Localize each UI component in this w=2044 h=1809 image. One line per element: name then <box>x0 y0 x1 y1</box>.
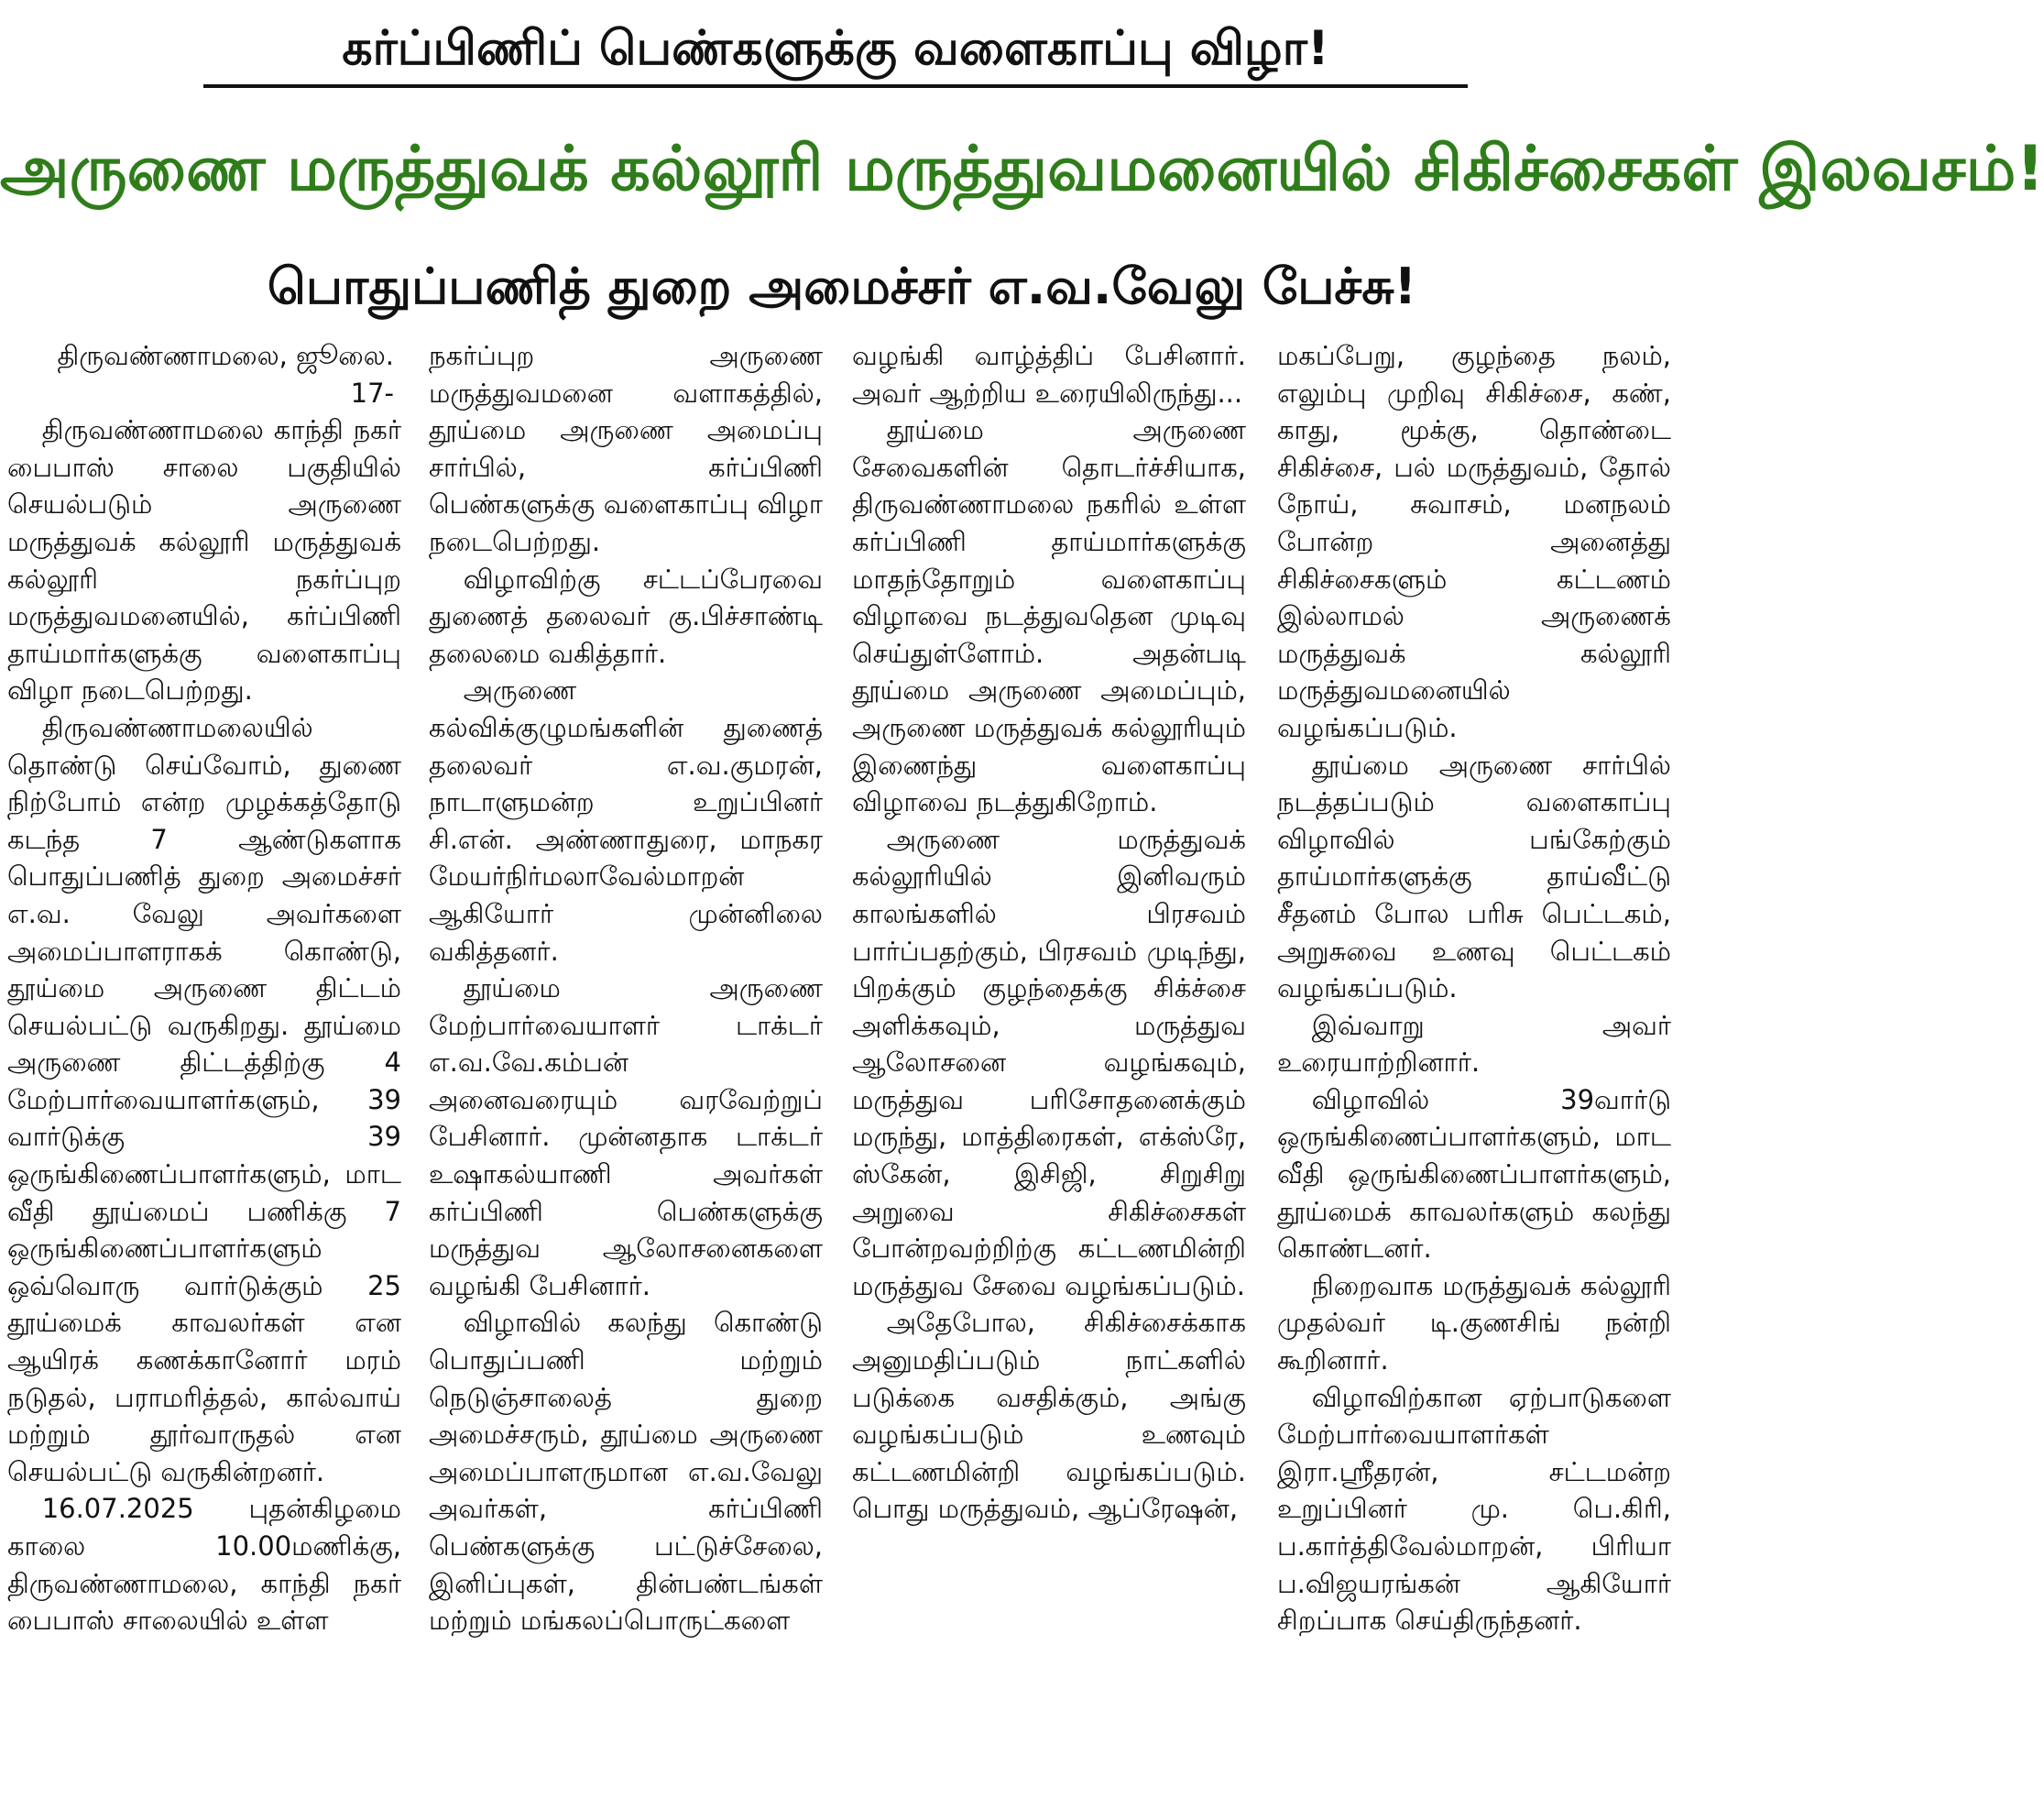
article-paragraph: திருவண்ணாமலை காந்தி நகர் பைபாஸ் சாலை பகுதியில் செயல்படும் அருணை மருத்துவக் கல்லூரி மருத்துவக் கல்லூரி நகர்ப்புற மருத்துவமனையில், கர்ப்பிணி தாய்மார்களுக்கு வளைகாப்பு விழா நடைபெற்றது. <box>7 414 401 707</box>
article-paragraph: விழாவில் 39வார்டு ஒருங்கிணைப்பாளர்களும், மாட வீதி ஒருங்கிணைப்பாளர்களும், தூய்மைக் காவலர்களும் கலந்து கொண்டனர். <box>1277 1083 1671 1265</box>
article-paragraph: திருவண்ணாமலையில் தொண்டு செய்வோம், துணை நிற்போம் என்ற முழக்கத்தோடு கடந்த 7 ஆண்டுகளாக பொதுப்பணித் துறை அமைச்சர் எ.வ. வேலு அவர்களை அமைப்பாளராகக் கொண்டு, தூய்மை அருணை திட்டம் செயல்பட்டு வருகிறது. தூய்மை அருணை திட்டத்திற்கு 4 மேற்பார்வையாளர்களும், 39 வார்டுக்கு 39 ஒருங்கிணைப்பாளர்களும், மாட வீதி தூய்மைப் பணிக்கு 7 ஒருங்கிணைப்பாளர்களும் ஒவ்வொரு வார்டுக்கும் 25 தூய்மைக் காவலர்கள் என ஆயிரக் கணக்கானோர் மரம் நடுதல், பராமரித்தல், கால்வாய் மற்றும் தூர்வாருதல் என செயல்பட்டு வருகின்றனர். <box>7 711 401 1487</box>
article-paragraph: மகப்பேறு, குழந்தை நலம், எலும்பு முறிவு சிகிச்சை, கண், காது, மூக்கு, தொண்டை சிகிச்சை, பல் மருத்துவம், தோல் நோய், சுவாசம், மனநலம் போன்ற அனைத்து சிகிச்சைகளும் கட்டணம் இல்லாமல் அருணைக் மருத்துவக் கல்லூரி மருத்துவமனையில் வழங்கப்படும். <box>1277 340 1671 743</box>
article-paragraph: விழாவிற்கான ஏற்பாடுகளை மேற்பார்வையாளர்கள் இரா.ஸ்ரீதரன், சட்டமன்ற உறுப்பினர் மு. பெ.கிரி, ப.கார்த்திவேல்மாறன், பிரியா ப.விஜயரங்கன் ஆகியோர் சிறப்பாக செய்திருந்தனர். <box>1277 1381 1671 1637</box>
article-paragraph: 16.07.2025 புதன்கிழமை காலை 10.00மணிக்கு, திருவண்ணாமலை, காந்தி நகர் பைபாஸ் சாலையில் உள்ள <box>7 1493 401 1637</box>
sub-headline: பொதுப்பணித் துறை அமைச்சர் எ.வ.வேலு பேச்சு! <box>267 258 1417 315</box>
article-paragraph: வழங்கி வாழ்த்திப் பேசினார். அவர் ஆற்றிய உரையிலிருந்து... <box>852 340 1246 409</box>
article-paragraph: விழாவில் கலந்து கொண்டு பொதுப்பணி மற்றும் நெடுஞ்சாலைத் துறை அமைச்சரும், தூய்மை அருணை அமைப்பாளருமான எ.வ.வேலு அவர்கள், கர்ப்பிணி பெண்களுக்கு பட்டுச்சேலை, இனிப்புகள், தின்பண்டங்கள் மற்றும் மங்கலப்பொருட்களை <box>429 1307 823 1637</box>
article-paragraph: தூய்மை அருணை மேற்பார்வையாளர் டாக்டர் எ.வ.வே.கம்பன் அனைவரையும் வரவேற்றுப் பேசினார். முன்னதாக டாக்டர் உஷாகல்யாணி அவர்கள் கர்ப்பிணி பெண்களுக்கு மருத்துவ ஆலோசனைகளை வழங்கி பேசினார். <box>429 972 823 1301</box>
article-column-3 <box>852 337 1246 1528</box>
main-headline: அருணை மருத்துவக் கல்லூரி மருத்துவமனையில் சிகிச்சைகள் இலவசம்! <box>0 133 2044 205</box>
kicker-headline: கர்ப்பிணிப் பெண்களுக்கு வளைகாப்பு விழா! <box>203 16 1468 88</box>
article-paragraph: தூய்மை அருணை சேவைகளின் தொடர்ச்சியாக, திருவண்ணாமலை நகரில் உள்ள கர்ப்பிணி தாய்மார்களுக்கு மாதந்தோறும் வளைகாப்பு விழாவை நடத்துவதென முடிவு செய்துள்ளோம். அதன்படி தூய்மை அருணை அமைப்பும், அருணை மருத்துவக் கல்லூரியும் இணைந்து வளைகாப்பு விழாவை நடத்துகிறோம். <box>852 414 1246 818</box>
dateline: திருவண்ணாமலை, ஜூலை. 17- <box>57 340 394 409</box>
article-paragraph: அருணை மருத்துவக் கல்லூரியில் இனிவரும் காலங்களில் பிரசவம் பார்ப்பதற்கும், பிரசவம் முடிந்து, பிறக்கும் குழந்தைக்கு சிக்ச்சை அளிக்கவும், மருத்துவ ஆலோசனை வழங்கவும், மருத்துவ பரிசோதனைக்கும் மருந்து, மாத்திரைகள், எக்ஸ்ரே, ஸ்கேன், இசிஜி, சிறுசிறு அறுவை சிகிச்சைகள் போன்றவற்றிற்கு கட்டணமின்றி மருத்துவ சேவை வழங்கப்படும். <box>852 823 1246 1301</box>
article-paragraph: தூய்மை அருணை சார்பில் நடத்தப்படும் வளைகாப்பு விழாவில் பங்கேற்கும் தாய்மார்களுக்கு தாய்வீட்டு சீதனம் போல பரிசு பெட்டகம், அறுசுவை உணவு பெட்டகம் வழங்கப்படும். <box>1277 749 1671 1004</box>
article-paragraph: விழாவிற்கு சட்டப்பேரவை துணைத் தலைவர் கு.பிச்சாண்டி தலைமை வகித்தார். <box>429 563 823 669</box>
article-paragraph: இவ்வாறு அவர் உரையாற்றினார். <box>1277 1009 1671 1079</box>
article-column-2 <box>429 337 823 1639</box>
article-paragraph: அதேபோல, சிகிச்சைக்காக அனுமதிப்படும் நாட்களில் படுக்கை வசதிக்கும், அங்கு வழங்கப்படும் உணவும் கட்டணமின்றி வழங்கப்படும். பொது மருத்துவம், ஆப்ரேஷன், <box>852 1307 1246 1525</box>
article-paragraph: அருணை கல்விக்குழுமங்களின் துணைத் தலைவர் எ.வ.குமரன், நாடாளுமன்ற உறுப்பினர் சி.என். அண்ணாதுரை, மாநகர மேயர்நிர்மலாவேல்மாறன் ஆகியோர் முன்னிலை வகித்தனர். <box>429 674 823 967</box>
article-paragraph: நகர்ப்புற அருணை மருத்துவமனை வளாகத்தில், தூய்மை அருணை அமைப்பு சார்பில், கர்ப்பிணி பெண்களுக்கு வளைகாப்பு விழா நடைபெற்றது. <box>429 340 823 557</box>
article-column-4 <box>1277 337 1671 1639</box>
article-paragraph: நிறைவாக மருத்துவக் கல்லூரி முதல்வர் டி.குணசிங் நன்றி கூறினார். <box>1277 1269 1671 1376</box>
article-column-1 <box>7 337 401 1639</box>
